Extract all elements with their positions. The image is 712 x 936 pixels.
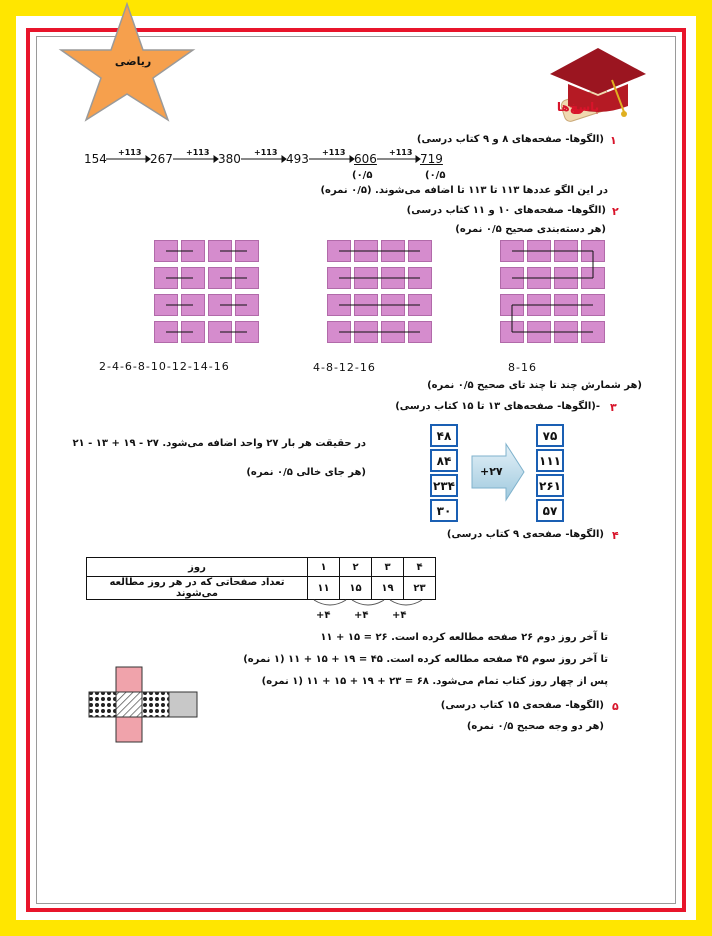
subject-title: ریاضی [114,55,152,68]
step-label: +113 [254,148,278,157]
step-label: +113 [322,148,346,157]
grouping-lines [154,240,264,350]
output-number-box: ۵۷ [536,499,564,522]
arrow-label: +۲۷ [480,465,503,478]
grouping-grid-twos [154,240,260,344]
q4-number: ۴ [612,529,619,542]
q4-title: (الگوها- صفحه‌ی ۹ کتاب درسی) [446,529,604,540]
table-cell: تعداد صفحاتی که در هر روز مطالعه می‌شوند [87,577,308,600]
q3-explanation: در حقیقت هر بار ۲۷ واحد اضافه می‌شود. ۲۷ - ۱۹ + ۱۳ - ۲۱ [72,438,366,449]
step-label: +113 [118,148,142,157]
seq-number: 719 [420,152,443,166]
table-cell: ۱۱ [308,577,340,600]
q1-number: ۱ [610,134,617,147]
pages-per-day-table [86,557,436,600]
q2-subtitle: (هر دسته‌بندی صحیح ۰/۵ نمره) [455,224,606,235]
q2-title: (الگوها- صفحه‌های ۱۰ و ۱۱ کتاب درسی) [406,205,606,216]
table-cell: روز [87,558,308,577]
q1-score-a: (۰/۵ [352,170,373,181]
q4-line-2: تا آخر روز سوم ۴۵ صفحه مطالعه کرده است. ۴۵ = ۱۹ + ۱۵ + ۱۱ (۱ نمره) [243,654,608,665]
q2-number: ۲ [612,205,619,218]
grouping-grid-eights [500,240,606,344]
q3-title: -(الگوها- صفحه‌های ۱۳ تا ۱۵ کتاب درسی) [395,401,600,412]
q1-sequence [84,150,464,184]
table-row [87,577,436,600]
grouping-lines [500,240,610,350]
q2-caption-fours: 4-8-12-16 [313,361,376,374]
increment-label: +۴ [392,610,407,621]
q2-caption-eights: 8-16 [508,361,537,374]
seq-number: 380 [218,152,241,166]
cube-net-figure [88,666,200,744]
q2-note: (هر شمارش چند تا چند تای صحیح ۰/۵ نمره) [427,380,642,391]
q1-title: (الگوها- صفحه‌های ۸ و ۹ کتاب درسی) [416,134,604,145]
seq-number: 606 [354,152,377,166]
q4-line-3: پس از چهار روز کتاب تمام می‌شود. ۶۸ = ۲۳ + ۱۹ + ۱۵ + ۱۱ (۱ نمره) [261,676,608,687]
q5-title: (الگوها- صفحه‌ی ۱۵ کتاب درسی) [440,700,604,711]
q5-number: ۵ [612,700,619,713]
input-number-box: ۳۰ [430,499,458,522]
step-label: +113 [389,148,413,157]
increment-label: +۴ [316,610,331,621]
table-cell: ۲۳ [404,577,436,600]
q1-score-b: (۰/۵ [425,170,446,181]
table-cell: ۱ [308,558,340,577]
step-label: +113 [186,148,210,157]
output-number-box: ۲۶۱ [536,474,564,497]
seq-number: 154 [84,152,107,166]
output-number-box: ۱۱۱ [536,449,564,472]
grouping-grid-fours [327,240,433,344]
answers-badge-label: پاسخ‌ها [556,100,600,114]
graduation-cap-icon [540,38,650,138]
table-cell: ۴ [404,558,436,577]
table-cell: ۳ [372,558,404,577]
q4-line-1: تا آخر روز دوم ۲۶ صفحه مطالعه کرده است. ۲۶ = ۱۵ + ۱۱ [320,632,608,643]
input-number-box: ۸۴ [430,449,458,472]
q2-caption-twos: 2-4-6-8-10-12-14-16 [99,360,230,373]
table-row [87,558,436,577]
input-number-box: ۴۸ [430,424,458,447]
output-number-box: ۷۵ [536,424,564,447]
table-cell: ۱۵ [340,577,372,600]
table-cell: ۲ [340,558,372,577]
q5-score: (هر دو وجه صحیح ۰/۵ نمره) [466,721,604,732]
q1-explanation: در این الگو عددها ۱۱۳ تا ۱۱۳ تا اضافه می‌شوند. (۰/۵ نمره) [320,185,608,196]
increment-label: +۴ [354,610,369,621]
seq-number: 267 [150,152,173,166]
q3-number: ۳ [610,401,617,414]
grouping-lines [327,240,437,350]
q3-score: (هر جای خالی ۰/۵ نمره) [246,467,366,478]
table-cell: ۱۹ [372,577,404,600]
seq-number: 493 [286,152,309,166]
input-number-box: ۲۳۴ [430,474,458,497]
